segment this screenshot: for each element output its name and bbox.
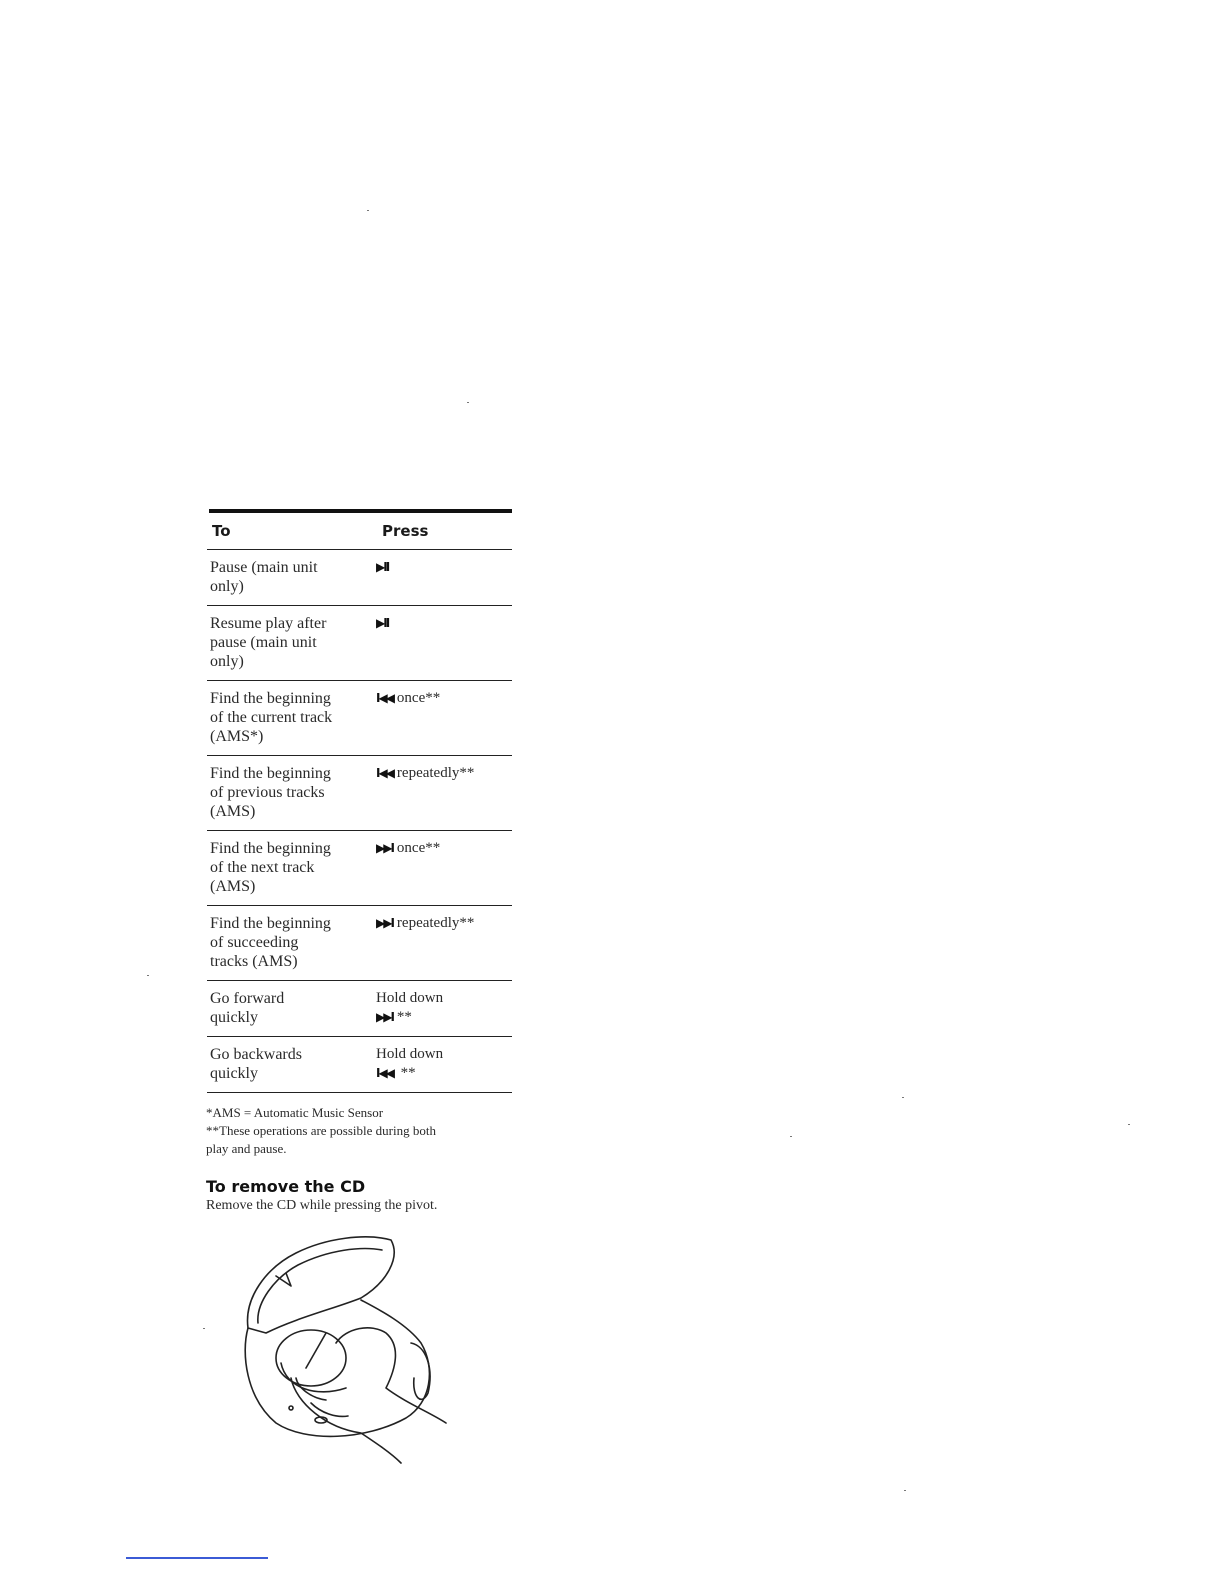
row-press: Hold down I◀◀ **: [376, 1046, 444, 1081]
next-track-icon: ▶▶I: [376, 916, 393, 930]
row-action: Find the beginning of the current track (AMS*): [210, 690, 333, 745]
row-action: Resume play after pause (main unit only): [210, 615, 327, 670]
footnotes: [206, 1104, 516, 1158]
header-to: To: [212, 522, 231, 540]
scan-speck: [147, 975, 149, 976]
scan-speck: [367, 210, 369, 211]
table-row: [207, 680, 512, 755]
table-row: [207, 605, 512, 680]
table-row: [207, 549, 512, 605]
scan-speck: [203, 1328, 205, 1329]
scan-speck: [904, 1490, 906, 1491]
next-track-icon: ▶▶I: [376, 1010, 393, 1024]
row-press: I◀◀ once**: [376, 690, 441, 706]
page-bottom-rule: [126, 1557, 268, 1559]
play-pause-icon: ▶II: [376, 560, 389, 574]
play-pause-icon: ▶II: [376, 616, 389, 630]
row-action: Go backwards quickly: [210, 1046, 302, 1082]
row-action: Go forward quickly: [210, 990, 285, 1026]
operations-table: [207, 509, 512, 1093]
row-action: Find the beginning of the next track (AMS): [210, 840, 331, 895]
next-track-icon: ▶▶I: [376, 841, 393, 855]
table-row: [207, 755, 512, 830]
hand-removing-cd-icon: [236, 1228, 456, 1468]
remove-cd-instruction: Remove the CD while pressing the pivot.: [206, 1198, 438, 1213]
table-header: [207, 513, 512, 549]
footnote-ams: *AMS = Automatic Music Sensor: [206, 1105, 384, 1120]
row-action: Pause (main unit only): [210, 559, 318, 595]
scan-speck: [790, 1136, 792, 1137]
remove-cd-heading: To remove the CD: [206, 1177, 366, 1196]
previous-track-icon: I◀◀: [376, 766, 393, 780]
previous-track-icon: I◀◀: [376, 691, 393, 705]
row-press: I◀◀ repeatedly**: [376, 765, 475, 781]
scan-speck: [902, 1097, 904, 1098]
table-row: [207, 830, 512, 905]
table-row: [207, 1036, 512, 1092]
row-press: [376, 558, 512, 596]
row-press: ▶▶I once**: [376, 840, 441, 856]
row-press: [376, 614, 512, 671]
scan-speck: [467, 402, 469, 403]
previous-track-icon: I◀◀: [376, 1066, 393, 1080]
row-press: Hold down ▶▶I **: [376, 990, 444, 1025]
row-action: Find the beginning of previous tracks (AMS): [210, 765, 331, 820]
table-row: [207, 980, 512, 1036]
table-bottom-rule: [207, 1092, 512, 1093]
footnote-operations: **These operations are possible during both play and pause.: [206, 1123, 436, 1156]
header-press: Press: [382, 522, 429, 540]
row-press: ▶▶I repeatedly**: [376, 915, 475, 931]
scan-speck: [1128, 1124, 1130, 1125]
table-row: [207, 905, 512, 980]
row-action: Find the beginning of succeeding tracks (AMS): [210, 915, 331, 970]
